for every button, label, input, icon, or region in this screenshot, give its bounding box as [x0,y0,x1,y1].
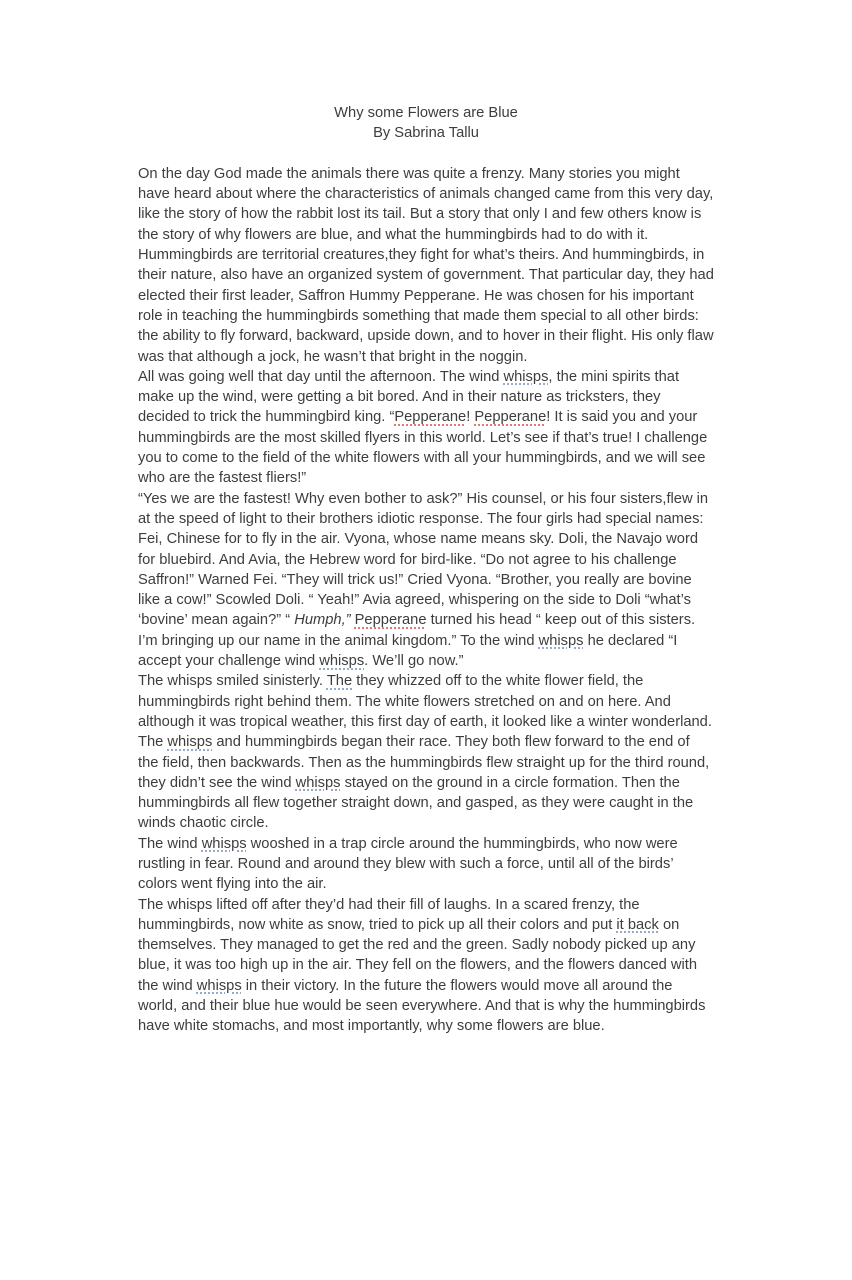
italic-text: Humph,” [294,612,351,629]
grammar-suggestion-word[interactable]: whisps [503,368,549,385]
text-run: in their victory. In the future the flowers would move all around the world, and their blue hue would be seen everywhere. And that is why the hummingbirds have white stomachs, and most importantly, why some flowers are blue. [138,977,706,1035]
grammar-suggestion-word[interactable]: whisps [196,977,242,994]
paragraph [138,245,714,367]
paragraph [138,834,714,895]
text-run: on themselves. They managed to get the red and the green. Sadly nobody picked up any blue, it was too high up in the air. They fell on the flowers, and the flowers danced with the wind [138,916,697,994]
misspelled-word[interactable]: Pepperane [474,409,547,426]
document-byline: By Sabrina Tallu [373,125,479,142]
document-title: Why some Flowers are Blue [334,105,518,121]
grammar-suggestion-word[interactable]: whisps [167,734,213,751]
text-run: Hummingbirds are territorial creatures,they fight for what’s theirs. And hummingbirds, in their nature, also have an organized system of government. That particular day, they had elected their first leader, Saffron Hummy Pepperane. He was chosen for his important role in teaching the hummingbirds something that made them special to all other birds: the ability to fly forward, backward, upside down, and to hover in their flight. His only flaw was that although a jock, he wasn’t that bright in the noggin. [138,247,714,365]
title-block [138,103,714,144]
paragraph [138,367,714,489]
text-run: and hummingbirds began their race. They both flew forward to the end of the field, then backwards. Then as the hummingbirds flew straight up for the third round, they didn’t see the wind [138,734,710,791]
text-run: turned his head “ keep out of this sisters. I’m bringing up our name in the animal kingdom.” To the wind [138,612,696,649]
misspelled-word[interactable]: Pepperane [394,409,467,426]
text-run: . We’ll go now.” [364,653,464,670]
paragraph [138,732,714,833]
grammar-suggestion-word[interactable]: whisps [201,835,247,852]
grammar-suggestion-word[interactable]: whisps [295,774,341,791]
paragraph [138,671,714,732]
paragraph [138,164,714,245]
document-body [138,164,714,1037]
text-run: he declared “I accept your challenge wind [138,632,678,670]
grammar-suggestion-word[interactable]: whisps [538,632,584,649]
text-run: wooshed in a trap circle around the hummingbirds, who now were rustling in fear. Round and around they blew with such a force, until all of the birds’ colors went flying into the air. [138,835,678,893]
text-run: , the mini spirits that make up the wind, were getting a bit bored. And in their nature as tricksters, they decided to trick the hummingbird king. “ [138,368,680,426]
paragraph [138,489,714,672]
text-run: ! [466,409,475,426]
text-run: “Yes we are the fastest! Why even bother to ask?” His counsel, or his four sisters,flew in at the speed of light to their brothers idiotic response. The four girls had special names: Fei, Chinese for to fly in the air. Vyona, whose name means sky. Doli, the Navajo word for bluebird. And Avia, the Hebrew word for bird-like. “Do not agree to his challenge Saffron!” Warned Fei. “They will trick us!” Cried Vyona. “Brother, you really are bovine like a cow!” Scowled Doli. “ Yeah!” Avia agreed, whispering on the side to Doli “what’s ‘bovine’ mean again?” “ [138,490,709,629]
misspelled-word[interactable]: Pepperane [354,612,427,629]
text-run: they whizzed off to the white flower field, the hummingbirds right behind them. The white flowers stretched on and on here. And although it was tropical weather, this first day of earth, it looked like a winter wonderland. [138,673,712,730]
text-run: stayed on the ground in a circle formation. Then the hummingbirds all flew together straight down, and gasped, as they were caught in the winds chaotic circle. [138,774,694,832]
paragraph [138,895,714,1037]
text-run: The whisps smiled sinisterly. [138,673,327,690]
text-run: ! It is said you and your hummingbirds are the most skilled flyers in this world. Let’s see if that’s true! I challenge you to come to the field of the white flowers with all your hummingbirds, and we will see who are the fastest fliers!” [138,409,708,487]
text-run: The whisps lifted off after they’d had their fill of laughs. In a scared frenzy, the hummingbirds, now white as snow, tried to pick up all their colors and put [138,896,640,933]
blank-line [138,144,714,164]
grammar-suggestion-word[interactable]: it back [616,916,659,933]
text-run: The wind [138,835,202,852]
text-run: All was going well that day until the afternoon. The wind [138,368,504,385]
text-run: The [138,734,168,751]
text-run: On the day God made the animals there was quite a frenzy. Many stories you might have heard about where the characteristics of animals changed came from this very day, like the story of how the rabbit lost its tail. But a story that only I and few others know is the story of why flowers are blue, and what the hummingbirds had to do with it. [138,165,714,243]
document-content [138,103,714,1037]
grammar-suggestion-word[interactable]: The [326,673,353,690]
grammar-suggestion-word[interactable]: whisps [319,653,365,670]
